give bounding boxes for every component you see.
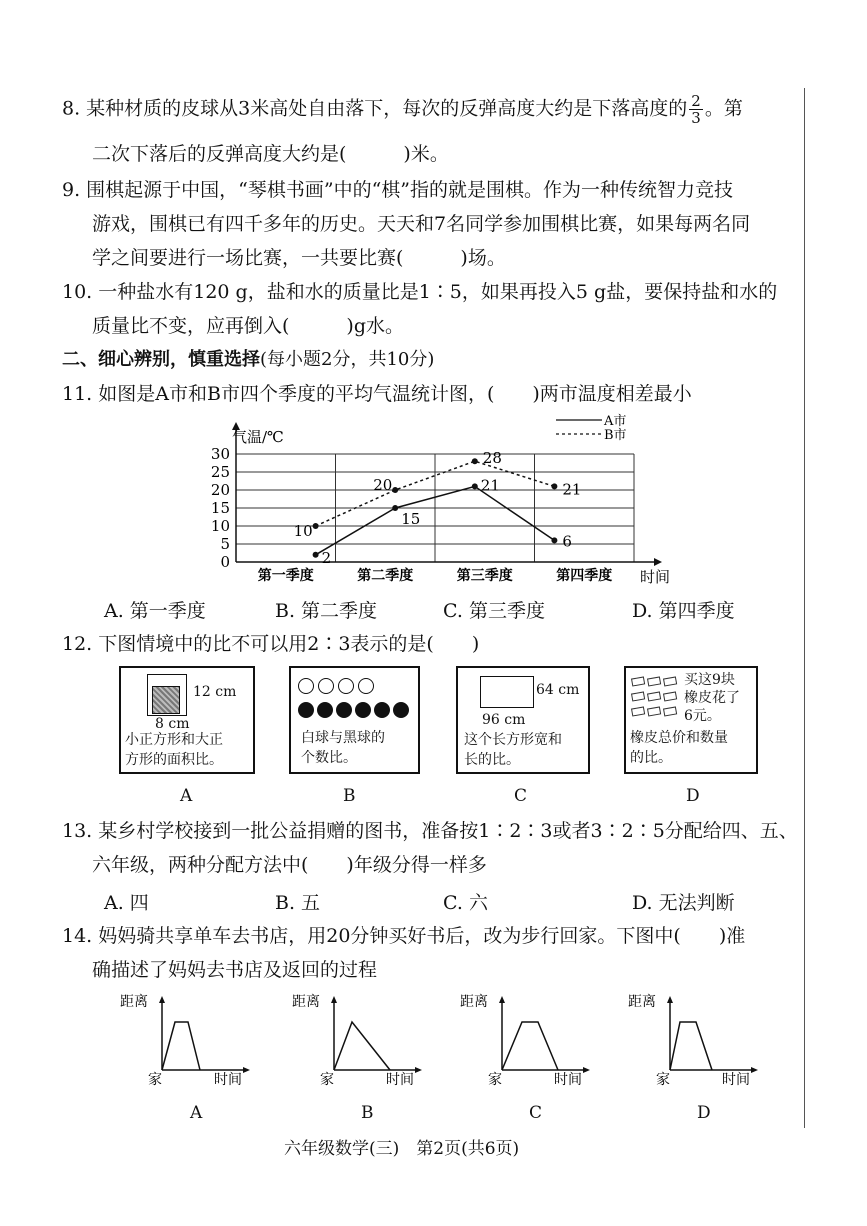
x-axis-label: 时间 [640, 568, 671, 586]
q12-label-a: A [180, 786, 193, 806]
series-b-point [551, 483, 557, 489]
black-ball [374, 702, 390, 718]
q14-label-a: A [190, 1103, 203, 1123]
series-a-data-label: 2 [321, 548, 332, 567]
series-b-point [313, 523, 319, 529]
series-a-point [551, 537, 557, 543]
section2-heading [62, 347, 434, 373]
q14-label-c: C [529, 1103, 543, 1123]
q11-option-a[interactable]: A. 第一季度 [104, 600, 206, 622]
series-a-point [392, 505, 398, 511]
q8-frac-num: 2 [691, 92, 701, 110]
temperature-line-chart [200, 412, 680, 590]
q13-line2: 六年级，两种分配方法中( )年级分得一样多 [92, 854, 487, 876]
white-ball [298, 678, 314, 694]
q12-label-b: B [343, 786, 356, 806]
graph-d-origin: 家 [656, 1072, 670, 1088]
section2-note: (每小题2分，共10分) [260, 349, 435, 370]
y-tick-label: 20 [210, 481, 230, 499]
white-ball [358, 678, 374, 694]
y-tick-label: 25 [210, 463, 230, 481]
q10-line2: 质量比不变，应再倒入( )g水。 [92, 315, 404, 337]
q11-stem: 11. 如图是A市和B市四个季度的平均气温统计图，( )两市温度相差最小 [62, 383, 692, 405]
q14-graph-b [290, 990, 430, 1090]
q12-box-b [289, 666, 420, 774]
q13-option-b[interactable]: B. 五 [275, 892, 321, 914]
black-ball [355, 702, 371, 718]
q14-line2: 确描述了妈妈去书店及返回的过程 [92, 959, 378, 981]
q12-box-a [119, 666, 255, 774]
series-b-point [392, 487, 398, 493]
series-a-point [472, 483, 478, 489]
graph-a-ylabel: 距离 [120, 994, 148, 1010]
q8-text-b: 。第 [704, 97, 743, 120]
y-tick-label: 0 [220, 553, 230, 571]
series-b-data-label: 21 [562, 480, 582, 499]
x-category-label: 第三季度 [456, 568, 513, 584]
series-a-data-label: 6 [562, 532, 572, 551]
graph-d-yarrow [667, 996, 673, 1003]
graph-b-xarrow [415, 1067, 422, 1073]
q13-option-c[interactable]: C. 六 [443, 892, 488, 914]
series-a-data-label: 21 [480, 476, 500, 495]
graph-a-xarrow [243, 1067, 250, 1073]
section2-title: 二、细心辨别，慎重选择 [62, 349, 260, 370]
series-b-data-label: 28 [482, 449, 502, 468]
series-b-point [472, 458, 478, 464]
black-ball [336, 702, 352, 718]
q12c-desc2: 长的比。 [464, 752, 520, 768]
series-a-point [313, 552, 319, 558]
series-b-data-label: 10 [293, 522, 313, 540]
black-balls [298, 702, 409, 722]
legend-label-a: A市 [604, 414, 627, 429]
q11-option-d[interactable]: D. 第四季度 [632, 600, 735, 622]
q12-stem: 12. 下图情境中的比不可以用2∶3表示的是( ) [62, 633, 480, 655]
white-ball [318, 678, 334, 694]
q11-option-c[interactable]: C. 第三季度 [443, 600, 545, 622]
graph-a-origin: 家 [148, 1072, 162, 1088]
q14-graph-c [458, 990, 598, 1090]
graph-d-ylabel: 距离 [628, 994, 656, 1010]
y-tick-label: 10 [210, 517, 230, 535]
q12d-t4: 橡皮总价和数量 [630, 730, 728, 746]
x-category-label: 第四季度 [556, 568, 613, 584]
black-ball [298, 702, 314, 718]
graph-b-origin: 家 [320, 1072, 334, 1088]
graph-c-yarrow [499, 996, 505, 1003]
q14-label-d: D [697, 1103, 711, 1123]
q12b-desc1: 白球与黑球的 [301, 730, 385, 746]
graph-b-line [334, 1022, 390, 1070]
q14-graph-d [626, 990, 766, 1090]
graph-b-xlabel: 时间 [386, 1072, 414, 1088]
q12c-desc1: 这个长方形宽和 [464, 732, 562, 748]
graph-c-xarrow [583, 1067, 590, 1073]
graph-d-xlabel: 时间 [722, 1072, 750, 1088]
q14-label-b: B [361, 1103, 374, 1123]
q12d-t5: 的比。 [630, 750, 672, 766]
white-ball [338, 678, 354, 694]
q9-line1: 9. 围棋起源于中国，“琴棋书画”中的“棋”指的就是围棋。作为一种传统智力竞技 [62, 179, 734, 201]
graph-c-ylabel: 距离 [460, 994, 488, 1010]
q12-label-c: C [514, 786, 528, 806]
rectangle-shape [480, 676, 534, 708]
legend-label-b: B市 [604, 428, 627, 443]
x-category-label: 第二季度 [357, 568, 414, 584]
q12-box-d [624, 666, 758, 774]
chart-labels [211, 414, 670, 586]
q12d-t1: 买这9块 [684, 672, 735, 688]
q13-option-d[interactable]: D. 无法判断 [632, 892, 735, 914]
y-tick-label: 15 [210, 499, 230, 517]
graph-c-origin: 家 [488, 1072, 502, 1088]
graph-a-xlabel: 时间 [214, 1072, 242, 1088]
q8-frac-den: 3 [691, 109, 701, 127]
y-tick-label: 30 [210, 445, 230, 463]
q13-line1: 13. 某乡村学校接到一批公益捐赠的图书，准备按1∶2∶3或者3∶2∶5分配给四、五、 [62, 820, 798, 842]
q12a-side: 12 cm [193, 684, 237, 700]
graph-b-ylabel: 距离 [292, 994, 320, 1010]
q13-option-a[interactable]: A. 四 [104, 892, 149, 914]
y-axis-label: 气温/℃ [232, 428, 284, 446]
graph-a-line [162, 1022, 200, 1070]
y-tick-label: 5 [220, 535, 230, 553]
black-ball [393, 702, 409, 718]
q8-line1 [62, 93, 743, 126]
black-ball [317, 702, 333, 718]
small-square [152, 686, 180, 714]
graph-d-xarrow [751, 1067, 758, 1073]
q8-fraction [689, 93, 703, 126]
series-a-data-label: 15 [401, 510, 421, 528]
q8-line2: 二次下落后的反弹高度大约是( )米。 [92, 143, 449, 165]
q12c-length: 96 cm [482, 712, 526, 728]
graph-b-yarrow [331, 996, 337, 1003]
graph-d-line [670, 1022, 712, 1070]
graph-c-xlabel: 时间 [554, 1072, 582, 1088]
q12b-desc2: 个数比。 [301, 750, 357, 766]
q12d-t2: 橡皮花了 [684, 690, 740, 706]
q10-line1: 10. 一种盐水有120 g，盐和水的质量比是1∶5，如果再投入5 g盐，要保持盐和水的 [62, 281, 778, 303]
q12a-desc1: 小正方形和大正 [125, 732, 223, 748]
q12-box-c [456, 666, 590, 774]
graph-a-yarrow [159, 996, 165, 1003]
x-axis-arrow [654, 558, 662, 566]
q12a-desc2: 方形的面积比。 [125, 752, 223, 768]
page-footer: 六年级数学(三) 第2页(共6页) [284, 1139, 520, 1159]
q12d-t3: 6元。 [684, 708, 721, 724]
x-category-label: 第一季度 [257, 568, 314, 584]
q11-option-b[interactable]: B. 第二季度 [275, 600, 378, 622]
page-margin-line [804, 88, 805, 1128]
q14-line1: 14. 妈妈骑共享单车去书店，用20分钟买好书后，改为步行回家。下图中( )准 [62, 925, 746, 947]
white-balls [298, 678, 374, 698]
q14-graph-a [118, 990, 258, 1090]
q12a-bottom: 8 cm [155, 716, 190, 732]
chart-grid [236, 454, 634, 562]
q12-label-d: D [686, 786, 700, 806]
q9-line3: 学之间要进行一场比赛，一共要比赛( )场。 [92, 247, 506, 269]
series-b-data-label: 20 [373, 476, 393, 494]
graph-c-line [502, 1022, 558, 1070]
q9-line2: 游戏，围棋已有四千多年的历史。天天和7名同学参加围棋比赛，如果每两名同 [92, 213, 751, 235]
q8-text-a: 8. 某种材质的皮球从3米高处自由落下，每次的反弹高度大约是下落高度的 [62, 97, 688, 120]
q12c-width: 64 cm [536, 682, 580, 698]
erasers-icon [630, 676, 682, 720]
